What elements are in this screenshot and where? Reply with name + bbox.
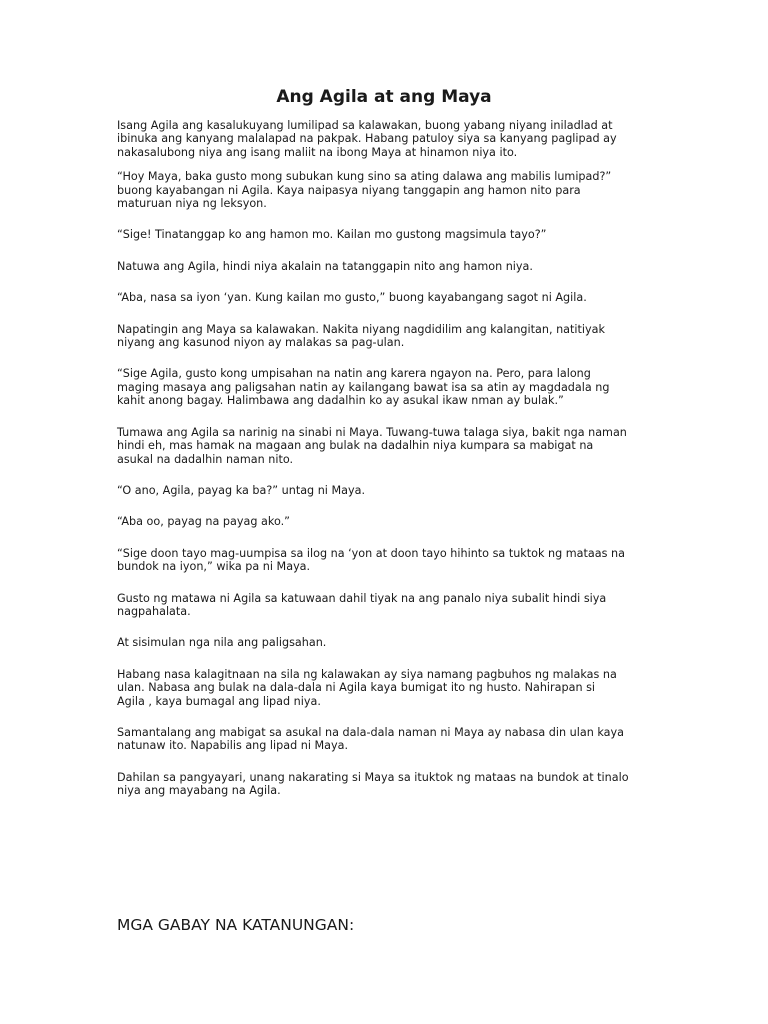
paragraph-12: Gusto ng matawa ni Agila sa katuwaan dahil tiyak na ang panalo niya subalit hindi siya nagpahalata. [117,591,607,618]
paragraph-15: Samantalang ang mabigat sa asukal na dala-dala naman ni Maya ay nabasa din ulan kaya natunaw ito. Napabilis ang lipad ni Maya. [117,725,624,753]
paragraph-4: Natuwa ang Agila, hindi niya akalain na tatanggapin nito ang hamon niya. [117,259,533,273]
paragraph-10: “Aba oo, payag na payag ako.” [117,515,290,529]
paragraph-14: Habang nasa kalagitnaan na sila ng kalawakan ay siya namang pagbuhos ng malakas na ulan. Nabasa ang bulak na dala-dala ni Agila kaya bumigat ito ng husto. Nahirapan si Agila , kaya bumagal ang lipad niya. [117,667,617,708]
questions-heading: MGA GABAY NA KATANUNGAN: [117,916,355,934]
paragraph-16: Dahilan sa pangyayari, unang nakarating si Maya sa ituktok ng mataas na bundok at tinalo niya ang mayabang na Agila. [117,770,629,798]
paragraph-2: “Hoy Maya, baka gusto mong subukan kung sino sa ating dalawa ang mabilis lumipad?” buong kayabangan ni Agila. Kaya naipasya niyang tanggapin ang hamon nito para maturuan niya ng leksyon. [117,170,612,211]
paragraph-6: Napatingin ang Maya sa kalawakan. Nakita niyang nagdidilim ang kalangitan, natitiyak niyang ang kasunod niyon ay malakas sa pag-ulan. [117,322,605,350]
paragraph-3: “Sige! Tinatanggap ko ang hamon mo. Kailan mo gustong magsimula tayo?” [117,228,547,242]
story-body [117,119,657,798]
paragraph-9: “O ano, Agila, payag ka ba?” untag ni Maya. [117,483,366,497]
paragraph-1: Isang Agila ang kasalukuyang lumilipad sa kalawakan, buong yabang niyang iniladlad at ibinuka ang kanyang malalapad na pakpak. Habang patuloy siya sa kanyang paglipad ay nakasalubong niya ang isang maliit na ibong Maya at hinamon niya ito. [117,119,617,159]
paragraph-8: Tumawa ang Agila sa narinig na sinabi ni Maya. Tuwang-tuwa talaga siya, bakit nga naman hindi eh, mas hamak na magaan ang bulak na dadalhin niya kumpara sa mabigat na asukal na dadalhin naman nito. [117,425,627,466]
paragraph-11: “Sige doon tayo mag-uumpisa sa ilog na ‘yon at doon tayo hihinto sa tuktok ng mataas na bundok na iyon,” wika pa ni Maya. [117,546,625,574]
paragraph-5: “Aba, nasa sa iyon ‘yan. Kung kailan mo gusto,” buong kayabangang sagot ni Agila. [117,291,587,305]
paragraph-7: “Sige Agila, gusto kong umpisahan na natin ang karera ngayon na. Pero, para lalong maging masaya ang paligsahan natin ay kailangang bawat isa sa atin ay magdadala ng kahit anong bagay. Halimbawa ang dadalhin ko ay asukal ikaw nman ay bulak.” [117,367,610,408]
paragraph-13: At sisimulan nga nila ang paligsahan. [117,636,327,650]
document-title: Ang Agila at ang Maya [276,87,492,107]
